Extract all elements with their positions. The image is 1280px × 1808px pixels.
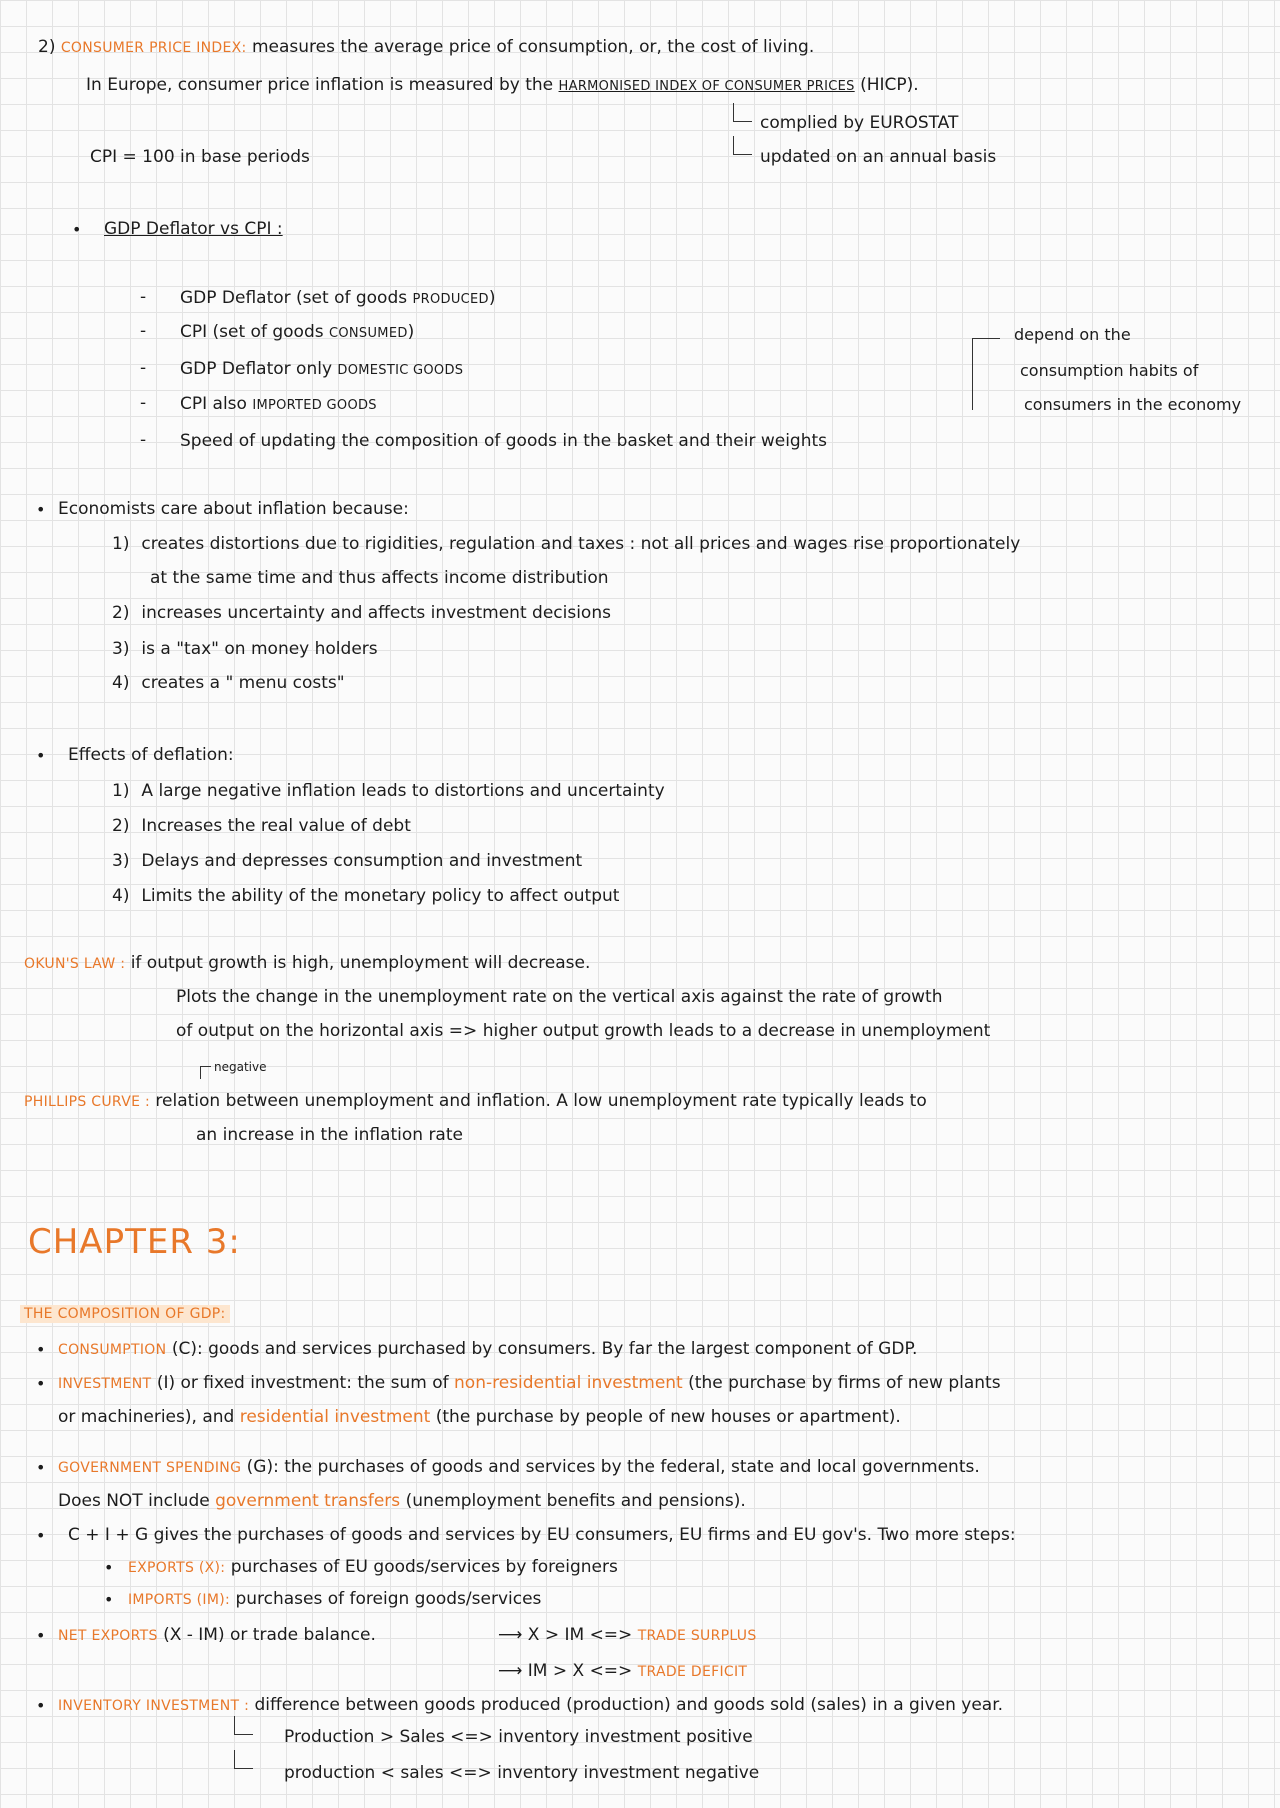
economists-item-1 (112, 533, 1020, 555)
item-text: Increases the real value of debt (141, 816, 411, 836)
gdp-net-exports (58, 1624, 376, 1647)
deflator-item-1 (180, 287, 496, 311)
item-number: 3) (112, 851, 130, 871)
okun-term: OKUN'S LAW : (24, 956, 126, 972)
deflator-title (104, 218, 283, 240)
item-number: 1) (112, 534, 130, 554)
okun-line-1 (24, 952, 590, 975)
deflator-item-2 (180, 321, 414, 345)
deflator-item-5 (180, 430, 827, 452)
exports-term: EXPORTS (X): (128, 1560, 226, 1576)
item-number: 1) (112, 781, 130, 801)
gdp-exports (128, 1556, 618, 1579)
item-text: is a "tax" on money holders (141, 639, 378, 659)
deflation-title: Effects of deflation: (68, 745, 234, 765)
gdp-cig: C + I + G gives the purchases of goods and services by EU consumers, EU firms and EU gov's. Two more steps: (68, 1525, 1016, 1545)
economists-item-2 (112, 602, 611, 624)
cpi-heading-text: measures the average price of consumption, or, the cost of living. (251, 37, 815, 57)
deflator-item-text: Speed of updating the composition of goods in the basket and their weights (180, 431, 828, 451)
phillips-term: PHILLIPS CURVE : (24, 1094, 150, 1110)
deflator-note-2: consumption habits of (1020, 361, 1199, 380)
cpi-heading (38, 36, 814, 59)
arrow-icon: ⟶ (498, 1625, 523, 1645)
gov-text: (G): the purchases of goods and services by the federal, state and local governments. (246, 1457, 980, 1477)
dash: - (140, 321, 147, 341)
item-text: creates distortions due to rigidities, regulation and taxes : not all prices and wages rise proportionately (141, 534, 1021, 554)
bullet: • (36, 1340, 46, 1359)
deflator-item-4 (180, 393, 377, 417)
deflator-item-term: DOMESTIC GOODS (337, 363, 464, 378)
trade-surplus-line (498, 1624, 757, 1647)
inventory-term: INVENTORY INVESTMENT : (58, 1698, 250, 1714)
cpi-europe-text: In Europe, consumer price inflation is measured by the (86, 75, 554, 95)
item-number: 4) (112, 673, 130, 693)
economists-title: Economists care about inflation because: (58, 499, 409, 519)
arrow-icon: ⟶ (498, 1661, 523, 1681)
bullet: • (36, 1626, 46, 1645)
item-number: 2) (112, 603, 130, 623)
gov-text-c: (unemployment benefits and pensions). (405, 1491, 746, 1511)
bullet: • (36, 1696, 46, 1715)
deflator-note-1: depend on the (1014, 325, 1131, 344)
item-text: creates a " menu costs" (141, 673, 345, 693)
investment-text-d: (the purchase by people of new houses or apartment). (435, 1407, 901, 1427)
phillips-note: negative (214, 1060, 267, 1074)
dash: - (140, 358, 147, 378)
investment-text-c: or machineries), and (58, 1407, 235, 1427)
cpi-heading-term: CONSUMER PRICE INDEX: (60, 40, 247, 56)
cpi-heading-number: 2) (38, 37, 56, 57)
gdp-investment-1 (58, 1372, 1001, 1395)
negative-connector (200, 1066, 211, 1079)
bullet: • (36, 746, 46, 765)
item-number: 4) (112, 886, 130, 906)
deflator-item-text: GDP Deflator only (180, 359, 338, 379)
deflator-item-term: IMPORTED GOODS (252, 398, 377, 413)
deflator-item-term: PRODUCED (412, 292, 489, 307)
gdp-inventory (58, 1694, 1003, 1717)
deflator-item-term: CONSUMED (329, 326, 408, 341)
inventory-positive: Production > Sales <=> inventory investment positive (284, 1727, 753, 1747)
imports-text: purchases of foreign goods/services (235, 1589, 542, 1609)
section-title (20, 1302, 230, 1325)
phillips-text: relation between unemployment and inflation. A low unemployment rate typically leads to (155, 1091, 927, 1111)
economists-item-3 (112, 638, 378, 660)
phillips-line-2: an increase in the inflation rate (196, 1125, 463, 1145)
economists-item-1-cont: at the same time and thus affects income distribution (150, 568, 609, 588)
investment-nonres: non-residential investment (454, 1373, 683, 1393)
gov-term: GOVERNMENT SPENDING (58, 1460, 242, 1476)
inventory-negative: production < sales <=> inventory investment negative (284, 1763, 760, 1783)
okun-text: if output growth is high, unemployment will decrease. (130, 953, 591, 973)
deflation-item-4 (112, 885, 619, 907)
dash: - (140, 287, 147, 307)
deflation-item-1 (112, 780, 665, 802)
deflator-note-3: consumers in the economy (1024, 395, 1242, 414)
updated-connector (733, 136, 752, 155)
gdp-investment-2 (58, 1406, 901, 1428)
deflator-item-text: GDP Deflator (set of goods (180, 288, 413, 308)
bullet: • (104, 1590, 114, 1609)
cpi-updated: updated on an annual basis (760, 147, 997, 167)
phillips-line-1 (24, 1090, 927, 1113)
hicp-abbr: (HICP). (860, 75, 919, 95)
item-text: Limits the ability of the monetary policy to affect output (141, 886, 620, 906)
deflator-item-text: CPI also (180, 394, 253, 414)
netx-term: NET EXPORTS (58, 1628, 158, 1644)
dash: - (140, 430, 147, 450)
inv-pos-connector (234, 1716, 253, 1735)
gdp-consumption (58, 1338, 917, 1361)
gdp-gov-2 (58, 1490, 746, 1512)
note-bracket-top (972, 338, 1000, 339)
dash: - (140, 393, 147, 413)
bullet: • (104, 1558, 114, 1577)
okun-line-2: Plots the change in the unemployment rate on the vertical axis against the rate of growth (176, 987, 943, 1007)
deflator-item-end: ) (407, 322, 415, 342)
inventory-text: difference between goods produced (production) and goods sold (sales) in a given year. (254, 1695, 1004, 1715)
surplus-term: TRADE SURPLUS (637, 1628, 757, 1644)
deficit-condition: IM > X <=> (527, 1661, 633, 1681)
item-text: increases uncertainty and affects investment decisions (141, 603, 611, 623)
item-text: Delays and depresses consumption and investment (141, 851, 583, 871)
gdp-gov-1 (58, 1456, 980, 1479)
economists-item-4 (112, 672, 345, 694)
cpi-europe-line (86, 74, 919, 98)
gov-transfers: government transfers (215, 1491, 401, 1511)
surplus-condition: X > IM <=> (527, 1625, 633, 1645)
deflator-item-3 (180, 358, 463, 382)
bullet: • (36, 1374, 46, 1393)
item-text: A large negative inflation leads to distortions and uncertainty (141, 781, 665, 801)
gdp-imports (128, 1588, 541, 1611)
investment-text-b: (the purchase by firms of new plants (688, 1373, 1001, 1393)
imports-term: IMPORTS (IM): (128, 1592, 231, 1608)
section-title-text: THE COMPOSITION OF GDP: (20, 1305, 230, 1323)
gov-text-b: Does NOT include (58, 1491, 210, 1511)
netx-text: (X - IM) or trade balance. (163, 1625, 376, 1645)
note-bracket-line (972, 338, 973, 410)
compiled-connector (733, 103, 752, 122)
deflation-item-2 (112, 815, 411, 837)
cpi-base: CPI = 100 in base periods (90, 147, 310, 167)
deflation-item-3 (112, 850, 582, 872)
bullet: • (36, 1458, 46, 1477)
bullet: • (72, 220, 82, 239)
deflator-title-text: GDP Deflator vs CPI : (104, 219, 283, 239)
deflator-item-end: ) (488, 288, 496, 308)
bullet: • (36, 500, 46, 519)
consumption-term: CONSUMPTION (58, 1342, 167, 1358)
item-number: 2) (112, 816, 130, 836)
chapter-title: CHAPTER 3: (28, 1222, 241, 1262)
investment-term: INVESTMENT (58, 1376, 152, 1392)
deflator-item-text: CPI (set of goods (180, 322, 329, 342)
deficit-term: TRADE DEFICIT (637, 1664, 748, 1680)
cpi-compiled: complied by EUROSTAT (760, 113, 959, 133)
hicp-term: HARMONISED INDEX OF CONSUMER PRICES (558, 79, 855, 94)
inv-neg-connector (234, 1750, 253, 1769)
bullet: • (36, 1526, 46, 1545)
investment-text: (I) or fixed investment: the sum of (156, 1373, 449, 1393)
investment-res: residential investment (239, 1407, 431, 1427)
exports-text: purchases of EU goods/services by foreigners (230, 1557, 618, 1577)
trade-deficit-line (498, 1660, 747, 1683)
okun-line-3: of output on the horizontal axis => higher output growth leads to a decrease in unemployment (176, 1021, 991, 1041)
consumption-text: (C): goods and services purchased by consumers. By far the largest component of GDP. (171, 1339, 918, 1359)
item-number: 3) (112, 639, 130, 659)
